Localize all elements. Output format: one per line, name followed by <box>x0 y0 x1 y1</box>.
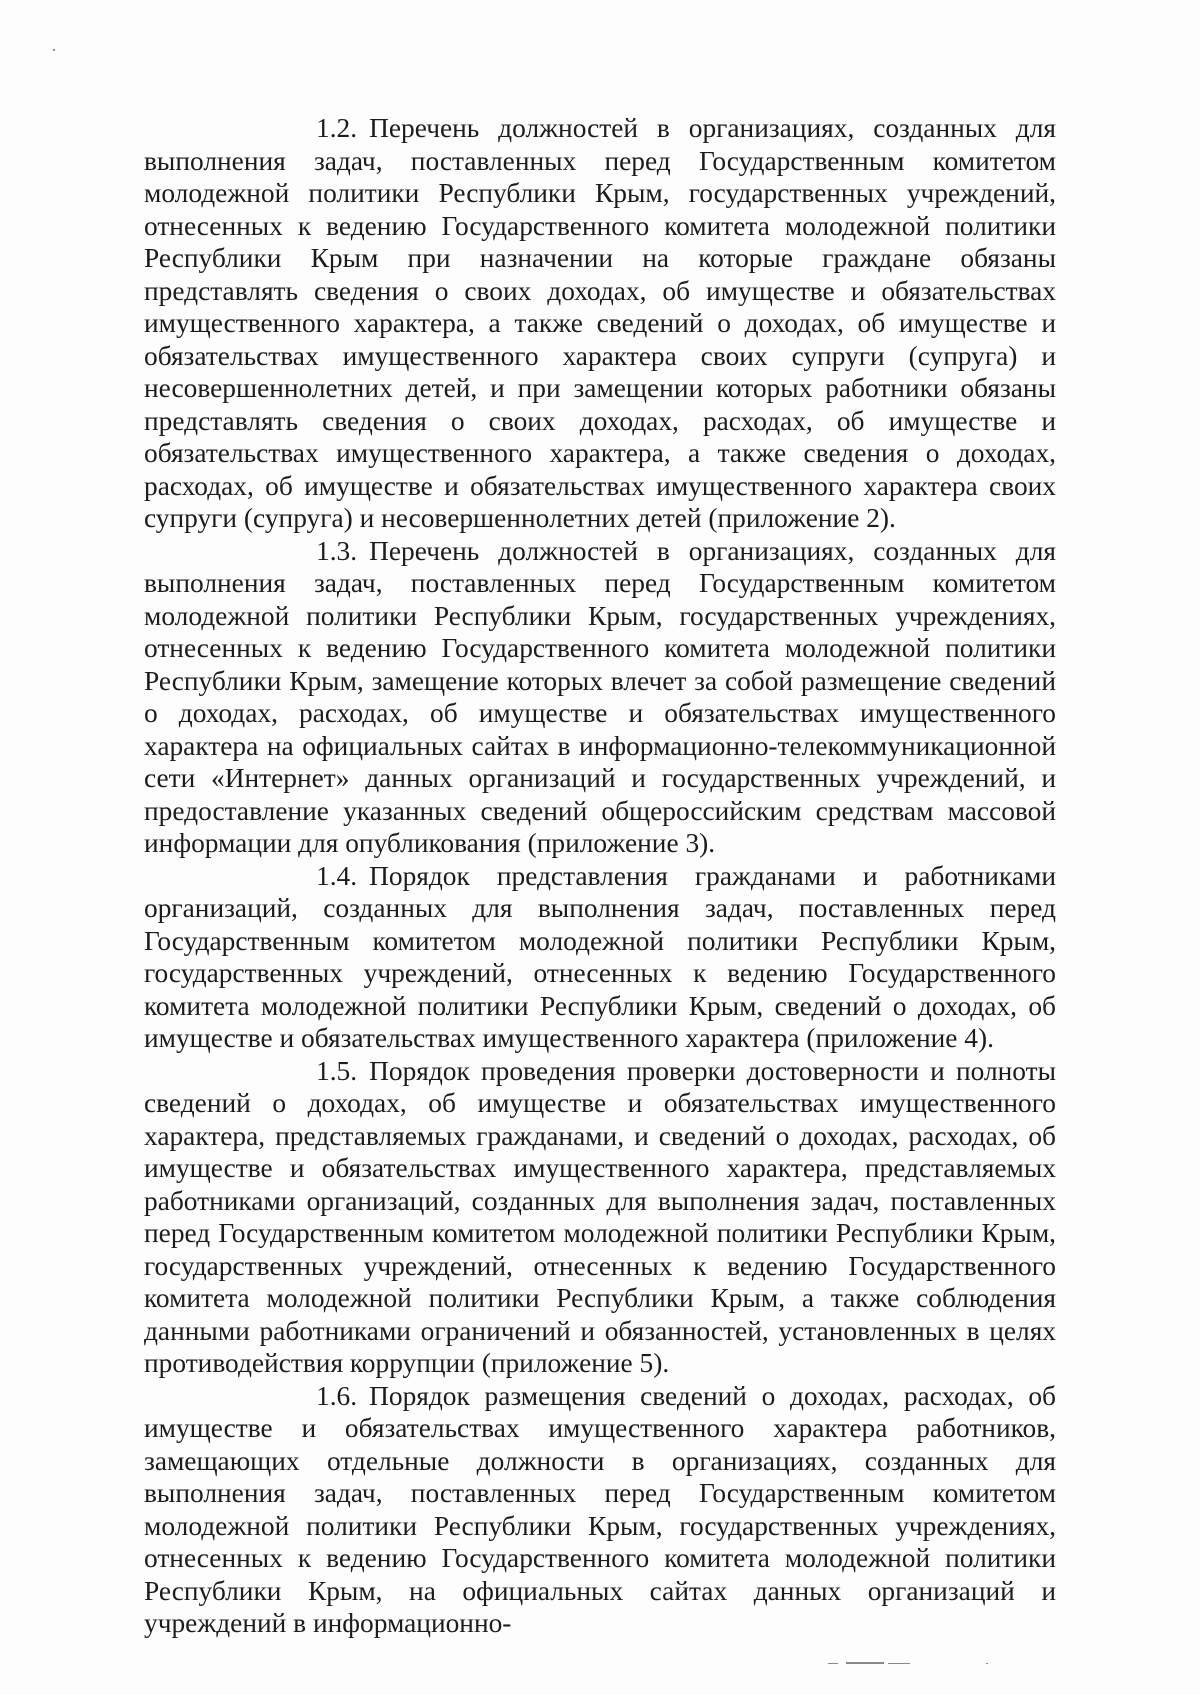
paragraph-text: Порядок представления гражданами и работниками организаций, созданных для выполнения задач, поставленных перед Государственным комитетом молодежной политики Республики Крым, государственных учреждений, отнесенных к ведению Государственного комитета молодежной политики Республики Крым, сведений о доходах, об имуществе и обязательствах имущественного характера (приложение 4). <box>144 860 1056 1053</box>
paragraph-number: 1.5. <box>316 1055 358 1086</box>
scan-speck <box>986 1663 988 1664</box>
paragraph-1-4 <box>144 860 1056 1055</box>
scan-speck <box>846 1662 884 1664</box>
scan-speck <box>888 1663 910 1664</box>
paragraph-text: Перечень должностей в организациях, созданных для выполнения задач, поставленных перед Государственным комитетом молодежной политики Республики Крым, государственных учреждений, отнесенных к ведению Государственного комитета молодежной политики Республики Крым при назначении на которые граждане обязаны представлять сведения о своих доходах, об имуществе и обязательствах имущественного характера, а также сведений о доходах, об имуществе и обязательствах имущественного характера своих супруги (супруга) и несовершеннолетних детей, и при замещении которых работники обязаны представлять сведения о своих доходах, расходах, об имуществе и обязательствах имущественного характера, а также сведения о доходах, расходах, об имуществе и обязательствах имущественного характера своих супруги (супруга) и несовершеннолетних детей (приложение 2). <box>144 113 1056 533</box>
body-text <box>144 112 1056 1640</box>
paragraph-1-2 <box>144 112 1056 535</box>
scan-speck <box>828 1663 838 1664</box>
paragraph-1-3 <box>144 535 1056 860</box>
paragraph-number: 1.4. <box>316 860 358 891</box>
scan-speck <box>53 49 55 51</box>
paragraph-text: Порядок проведения проверки достоверности и полноты сведений о доходах, об имуществе и обязательствах имущественного характера, представляемых гражданами, и сведений о доходах, расходах, об имуществе и обязательствах имущественного характера, представляемых работниками организаций, созданных для выполнения задач, поставленных перед Государственным комитетом молодежной политики Республики Крым, государственных учреждений, отнесенных к ведению Государственного комитета молодежной политики Республики Крым, а также соблюдения данными работниками ограничений и обязанностей, установленных в целях противодействия коррупции (приложение 5). <box>144 1055 1056 1378</box>
paragraph-1-6 <box>144 1380 1056 1640</box>
paragraph-text: Порядок размещения сведений о доходах, расходах, об имуществе и обязательствах имущественного характера работников, замещающих отдельные должности в организациях, созданных для выполнения задач, поставленных перед Государственным комитетом молодежной политики Республики Крым, государственных учреждениях, отнесенных к ведению Государственного комитета молодежной политики Республики Крым, на официальных сайтах данных организаций и учреждений в информационно- <box>144 1380 1056 1638</box>
paragraph-text: Перечень должностей в организациях, созданных для выполнения задач, поставленных перед Государственным комитетом молодежной политики Республики Крым, государственных учреждениях, отнесенных к ведению Государственного комитета молодежной политики Республики Крым, замещение которых влечет за собой размещение сведений о доходах, расходах, об имуществе и обязательствах имущественного характера на официальных сайтах в информационно-телекоммуникационной сети «Интернет» данных организаций и государственных учреждений, и предоставление указанных сведений общероссийским средствам массовой информации для опубликования (приложение 3). <box>144 535 1056 858</box>
paragraph-number: 1.3. <box>316 535 358 566</box>
paragraph-number: 1.6. <box>316 1380 358 1411</box>
paragraph-number: 1.2. <box>316 113 358 143</box>
paragraph-1-5 <box>144 1055 1056 1380</box>
